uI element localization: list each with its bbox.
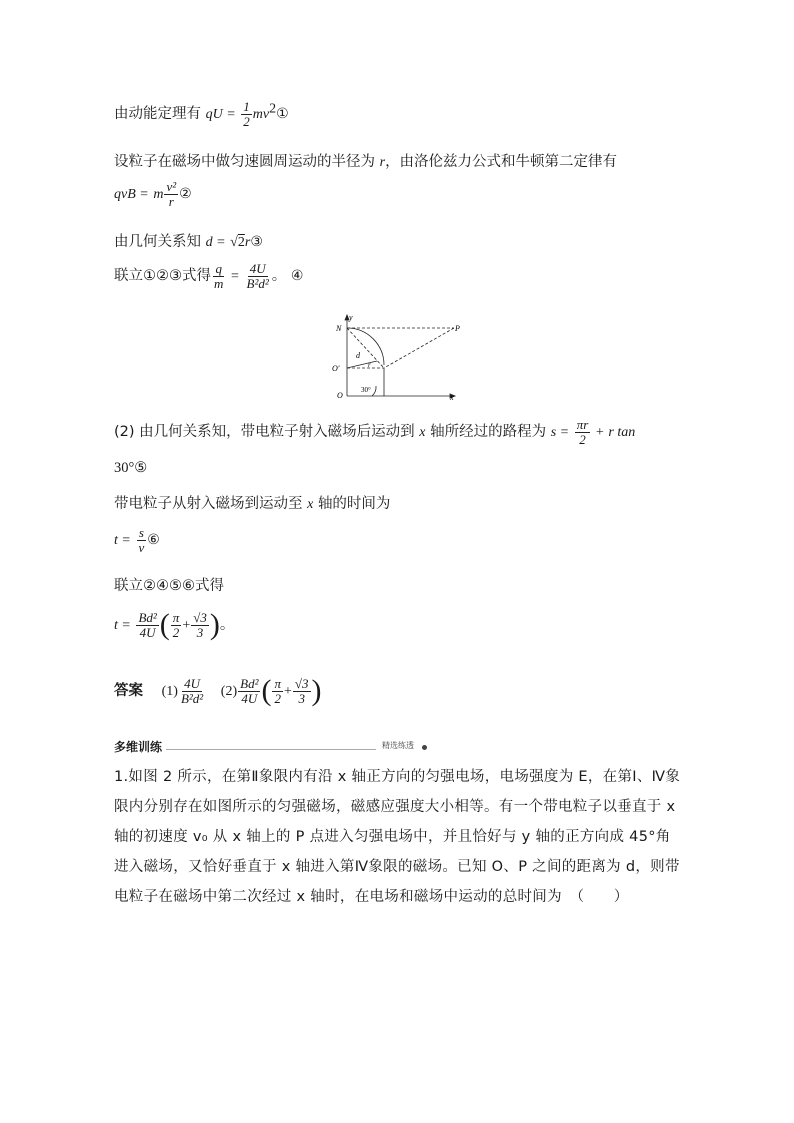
frac-den: m [214, 275, 224, 291]
fraction [171, 611, 182, 639]
path-length-line [114, 418, 635, 446]
line-text: 轴所经过的路程为 [430, 424, 547, 441]
angle-continuation: 30°⑤ [114, 460, 148, 476]
frac-den: 4U [241, 690, 258, 706]
fraction [245, 262, 271, 290]
formula-lhs: t = [114, 533, 131, 549]
frac-num: 4U [249, 261, 266, 276]
fraction [191, 611, 209, 639]
n-label: N [336, 324, 342, 333]
frac-num: 4U [184, 675, 200, 691]
formula-lhs: qU = [205, 107, 236, 123]
dashed-line-p [384, 328, 454, 368]
radius-intro-line [114, 150, 617, 171]
formula-lhs: qvB = [114, 187, 149, 203]
fraction [179, 677, 205, 705]
line-text: 由动能定理有 [114, 106, 201, 123]
o-prime-label: O′ [332, 364, 340, 373]
answer-line [114, 676, 322, 706]
frac-num: π [274, 675, 281, 691]
formula-rhs: r tan [608, 425, 636, 441]
line-text: (2) 由几何关系知，带电粒子射入磁场后运动到 [114, 424, 415, 441]
plus: + [182, 618, 191, 633]
superscript: 2 [269, 101, 277, 117]
frac-num: Bd² [138, 609, 157, 625]
section-title: 多维训练 [114, 740, 163, 754]
plus: + [595, 425, 604, 441]
formula-rhs: mv [252, 107, 270, 123]
formula-lhs: d = [205, 235, 226, 250]
frac-den: 2 [243, 113, 250, 129]
fraction [136, 526, 146, 554]
fraction [164, 180, 178, 208]
chord-d [347, 328, 384, 368]
combine-line-2: 联立②④⑤⑥式得 [114, 578, 224, 594]
variable: r [379, 155, 386, 170]
right-paren: ) [209, 608, 220, 641]
formula-lhs: s = [550, 425, 570, 441]
frac-num: 1 [243, 99, 250, 114]
y-label: y [349, 313, 353, 322]
angle-arc [372, 386, 376, 396]
frac-num: v² [166, 179, 177, 194]
section-divider [166, 749, 376, 750]
frac-num: q [215, 261, 222, 276]
answer-part1-label: (1) [161, 684, 178, 699]
x-label: x [450, 393, 454, 402]
geometry-figure [328, 312, 468, 402]
fraction [575, 418, 591, 446]
formula-lhs: t = [114, 618, 131, 633]
section-dot [422, 745, 427, 750]
formula-rhs: r [244, 235, 251, 250]
energy-theorem-line [114, 100, 289, 128]
line-text: 由几何关系知 [114, 234, 201, 250]
frac-num: Bd² [240, 675, 259, 691]
frac-den: B²d² [246, 275, 269, 291]
line-text: 联立①②③式得 [114, 268, 211, 285]
frac-num: √3 [193, 609, 207, 625]
frac-den: 3 [196, 624, 204, 640]
angle-label: 30° [361, 386, 371, 394]
combine-line-1 [114, 262, 303, 290]
formula-m: m [153, 187, 164, 203]
fraction [238, 677, 260, 705]
time-intro-line [114, 492, 390, 513]
line-text: 设粒子在磁场中做匀速圆周运动的半径为 [114, 154, 375, 170]
line-text: 带电粒子从射入磁场到运动至 [114, 496, 303, 512]
period: 。 [271, 268, 287, 285]
equation-tag: ② [179, 186, 192, 203]
period: 。 [219, 617, 235, 633]
frac-den: 2 [274, 690, 281, 706]
fraction [212, 262, 225, 290]
geometry-line [114, 230, 263, 251]
frac-den: B²d² [180, 690, 204, 706]
equation-tag: ④ [290, 268, 304, 285]
left-paren: ( [261, 674, 272, 707]
lorentz-equation [114, 180, 192, 208]
frac-num: πr [576, 417, 589, 432]
equals: = [231, 269, 239, 285]
frac-num: √3 [294, 675, 309, 691]
section-header [114, 738, 429, 754]
line-text: ，由洛伦兹力公式和牛顿第二定律有 [385, 154, 618, 170]
variable: x [419, 425, 426, 441]
o-label: O [337, 391, 343, 400]
fraction [136, 611, 158, 639]
answer-part2-label: (2) [220, 684, 238, 699]
radius-r [347, 361, 377, 368]
sqrt: √2 [230, 235, 245, 250]
frac-den: v [138, 539, 145, 555]
right-paren: ) [311, 674, 322, 707]
d-label: d [356, 351, 360, 360]
exercise-question: 1.如图 2 所示，在第Ⅱ象限内有沿 x 轴正方向的匀强电场，电场强度为 E，在第Ⅰ、Ⅳ象限内分别存在如图所示的匀强磁场，磁感应强度大小相等。有一个带电粒子以垂直于 x 轴的初速度 v₀ 从 x 轴上的 P 点进入匀强电场中，并且恰好与 y 轴的正方向成 45°角进入磁场，又恰好垂直于 x 轴进入第Ⅳ象限的磁场。已知 O、P 之间的距离为 d，则带电粒子在磁场中第二次经过 x 轴时，在电场和磁场中运动的总时间为 （ ） [114, 769, 681, 905]
time-equation [114, 526, 160, 554]
plus: + [283, 684, 292, 699]
left-paren: ( [159, 608, 170, 641]
equation-tag: ① [276, 106, 289, 123]
p-label: P [455, 324, 460, 333]
frac-den: 2 [172, 624, 180, 640]
frac-den: 3 [298, 690, 305, 706]
fraction [241, 100, 252, 128]
equation-tag: ③ [250, 234, 263, 250]
frac-den: 4U [139, 624, 156, 640]
frac-num: s [138, 525, 144, 540]
fraction [293, 677, 311, 705]
equation-tag: ⑥ [147, 532, 160, 549]
frac-den: r [168, 193, 174, 209]
sqrt-content: 2 [237, 235, 245, 250]
section-subtitle: 精选练透 [382, 741, 414, 750]
frac-den: 2 [579, 431, 586, 447]
fraction [272, 677, 283, 705]
r-label: r [368, 361, 371, 369]
line-text: 轴的时间为 [317, 496, 391, 512]
variable: x [307, 497, 314, 512]
final-time-equation [114, 610, 234, 640]
answer-label: 答案 [114, 683, 143, 699]
frac-num: π [172, 609, 180, 625]
